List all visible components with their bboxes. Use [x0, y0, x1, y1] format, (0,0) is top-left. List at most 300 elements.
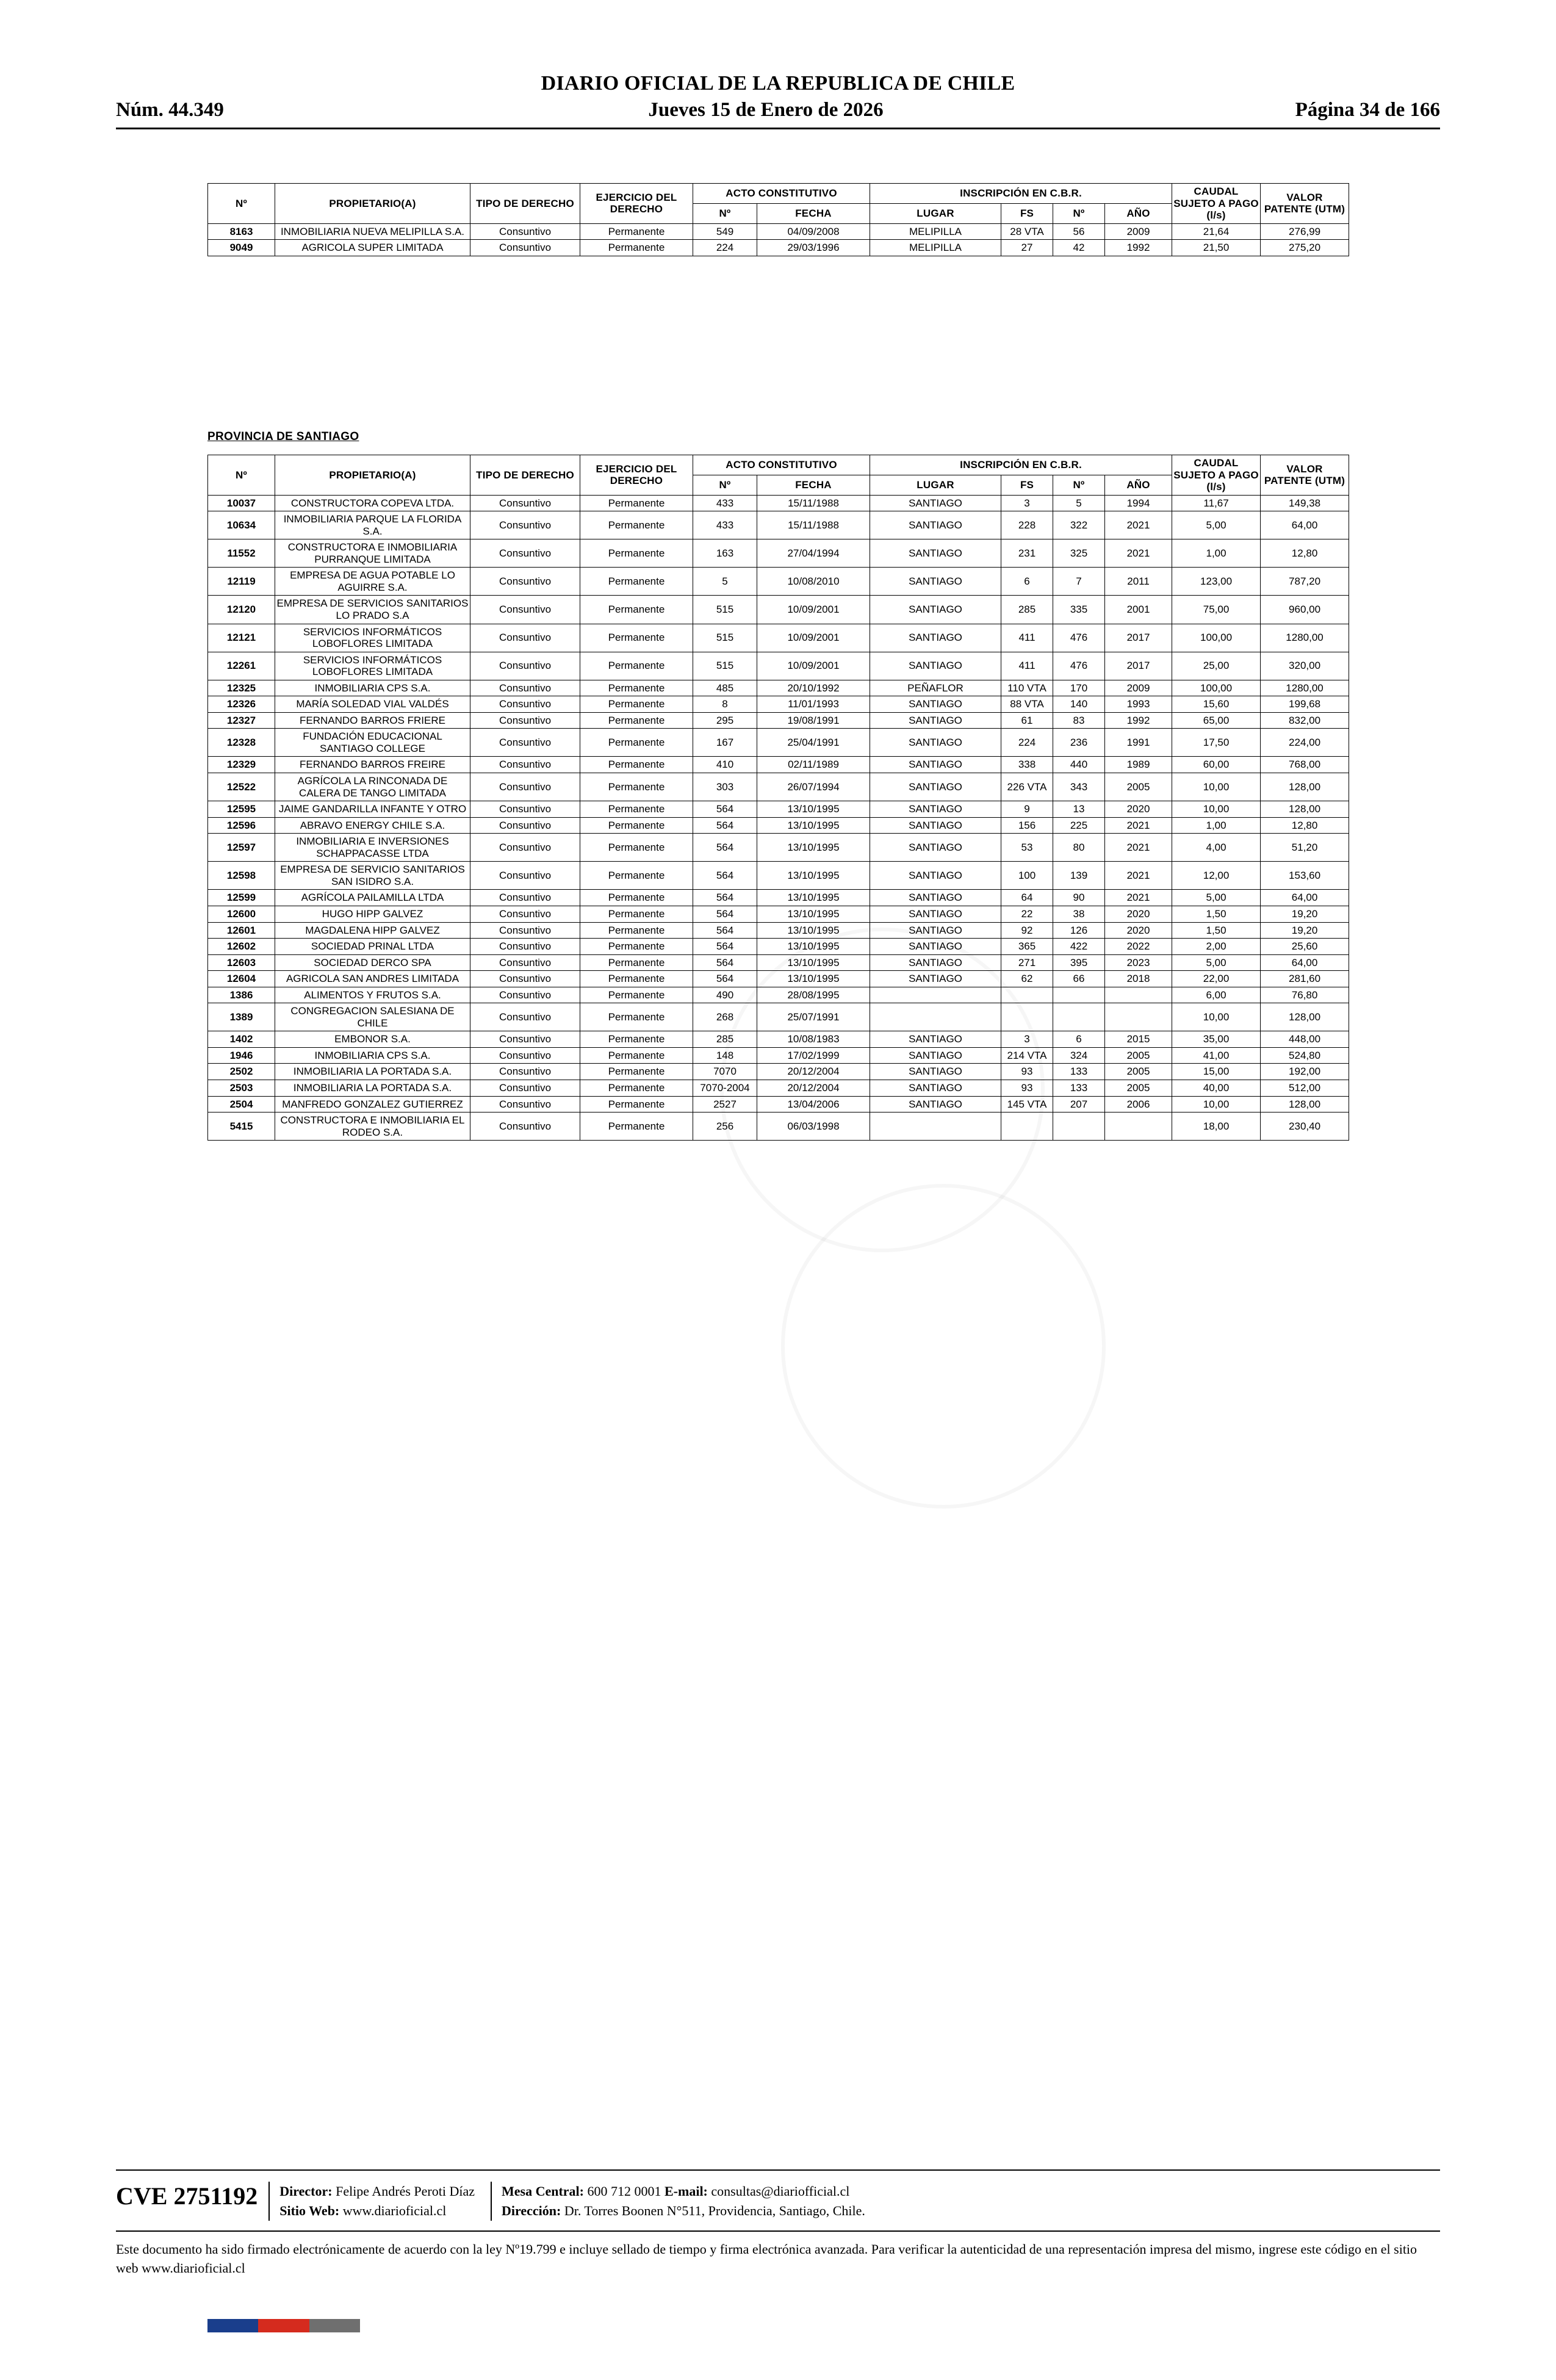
row-inscripcion-numero: 5 — [1053, 495, 1105, 511]
row-lugar: SANTIAGO — [870, 652, 1001, 680]
row-ano: 2005 — [1105, 1064, 1172, 1080]
table-row — [208, 1080, 1349, 1096]
row-numero: 12326 — [208, 696, 275, 713]
row-lugar — [870, 987, 1001, 1003]
table-row — [208, 1031, 1349, 1048]
row-valor-patente: 25,60 — [1261, 939, 1349, 955]
row-lugar: SANTIAGO — [870, 495, 1001, 511]
row-inscripcion-numero — [1053, 1003, 1105, 1031]
row-acto-numero: 163 — [693, 539, 757, 568]
row-propietario: AGRÍCOLA LA RINCONADA DE CALERA DE TANGO LIMITADA — [275, 773, 470, 801]
table-melipilla-wrapper — [207, 183, 1349, 256]
row-propietario: EMPRESA DE AGUA POTABLE LO AGUIRRE S.A. — [275, 568, 470, 596]
row-ejercicio-derecho: Permanente — [580, 1047, 693, 1064]
row-caudal: 1,50 — [1172, 922, 1261, 939]
row-valor-patente: 1280,00 — [1261, 680, 1349, 696]
row-tipo-derecho: Consuntivo — [470, 680, 580, 696]
row-propietario: INMOBILIARIA PARQUE LA FLORIDA S.A. — [275, 511, 470, 539]
row-ejercicio-derecho: Permanente — [580, 624, 693, 652]
flag-blue-band — [207, 2319, 258, 2332]
row-propietario: SERVICIOS INFORMÁTICOS LOBOFLORES LIMITADA — [275, 624, 470, 652]
row-numero: 12119 — [208, 568, 275, 596]
row-inscripcion-numero: 236 — [1053, 729, 1105, 757]
row-ano: 2006 — [1105, 1096, 1172, 1112]
row-valor-patente: 51,20 — [1261, 834, 1349, 862]
row-numero: 12597 — [208, 834, 275, 862]
row-ano: 2005 — [1105, 773, 1172, 801]
row-ejercicio-derecho: Permanente — [580, 922, 693, 939]
row-ano: 2021 — [1105, 817, 1172, 834]
row-fs: 100 — [1001, 862, 1053, 890]
row-tipo-derecho: Consuntivo — [470, 729, 580, 757]
row-fecha: 25/07/1991 — [757, 1003, 870, 1031]
row-ejercicio-derecho: Permanente — [580, 729, 693, 757]
row-valor-patente: 76,80 — [1261, 987, 1349, 1003]
row-fecha: 13/10/1995 — [757, 906, 870, 922]
row-fecha: 15/11/1988 — [757, 511, 870, 539]
row-ejercicio-derecho: Permanente — [580, 862, 693, 890]
row-fecha: 10/08/2010 — [757, 568, 870, 596]
row-caudal: 2,00 — [1172, 939, 1261, 955]
row-fs: 231 — [1001, 539, 1053, 568]
row-fs: 224 — [1001, 729, 1053, 757]
row-ano — [1105, 1112, 1172, 1141]
row-caudal: 15,60 — [1172, 696, 1261, 713]
row-tipo-derecho: Consuntivo — [470, 1096, 580, 1112]
row-fecha: 17/02/1999 — [757, 1047, 870, 1064]
table-row — [208, 223, 1349, 240]
row-acto-numero: 303 — [693, 773, 757, 801]
row-ejercicio-derecho: Permanente — [580, 906, 693, 922]
row-ano: 2011 — [1105, 568, 1172, 596]
row-ano: 2023 — [1105, 954, 1172, 971]
row-ejercicio-derecho: Permanente — [580, 539, 693, 568]
row-ejercicio-derecho: Permanente — [580, 817, 693, 834]
row-ano: 1989 — [1105, 757, 1172, 773]
row-ano: 1991 — [1105, 729, 1172, 757]
row-valor-patente: 128,00 — [1261, 1003, 1349, 1031]
row-valor-patente: 787,20 — [1261, 568, 1349, 596]
email-value[interactable]: consultas@diariofficial.cl — [711, 2183, 850, 2199]
row-valor-patente: 12,80 — [1261, 539, 1349, 568]
row-inscripcion-numero: 66 — [1053, 971, 1105, 987]
row-valor-patente: 281,60 — [1261, 971, 1349, 987]
row-ano: 2021 — [1105, 539, 1172, 568]
row-inscripcion-numero: 322 — [1053, 511, 1105, 539]
row-numero: 2504 — [208, 1096, 275, 1112]
row-valor-patente: 960,00 — [1261, 596, 1349, 624]
row-fs: 53 — [1001, 834, 1053, 862]
row-acto-numero: 564 — [693, 939, 757, 955]
table-santiago-wrapper — [207, 455, 1349, 1141]
row-propietario: EMPRESA DE SERVICIOS SANITARIOS LO PRADO S.A — [275, 596, 470, 624]
row-valor-patente: 192,00 — [1261, 1064, 1349, 1080]
row-lugar: SANTIAGO — [870, 801, 1001, 818]
table-santiago-body — [208, 495, 1349, 1141]
row-valor-patente: 276,99 — [1261, 223, 1349, 240]
row-propietario: MARÍA SOLEDAD VIAL VALDÉS — [275, 696, 470, 713]
row-numero: 12595 — [208, 801, 275, 818]
table-header-row-top — [208, 455, 1349, 475]
row-inscripcion-numero: 13 — [1053, 801, 1105, 818]
row-numero: 12604 — [208, 971, 275, 987]
row-tipo-derecho: Consuntivo — [470, 862, 580, 890]
row-numero: 12327 — [208, 712, 275, 729]
table-row — [208, 1096, 1349, 1112]
row-inscripcion-numero: 90 — [1053, 890, 1105, 906]
row-inscripcion-numero: 207 — [1053, 1096, 1105, 1112]
row-propietario: FERNANDO BARROS FREIRE — [275, 757, 470, 773]
row-inscripcion-numero: 476 — [1053, 652, 1105, 680]
row-caudal: 10,00 — [1172, 801, 1261, 818]
row-lugar — [870, 1003, 1001, 1031]
row-propietario: FUNDACIÓN EDUCACIONAL SANTIAGO COLLEGE — [275, 729, 470, 757]
row-fs: 3 — [1001, 1031, 1053, 1048]
row-fs: 88 VTA — [1001, 696, 1053, 713]
row-caudal: 65,00 — [1172, 712, 1261, 729]
mesa-central-value: 600 712 0001 — [587, 2183, 661, 2199]
row-fs: 411 — [1001, 652, 1053, 680]
row-fecha: 13/10/1995 — [757, 939, 870, 955]
flag-gray-band — [309, 2319, 360, 2332]
row-lugar: SANTIAGO — [870, 1064, 1001, 1080]
th-acto-numero: Nº — [693, 475, 757, 495]
chile-flag-bar — [207, 2319, 360, 2332]
row-fecha: 04/09/2008 — [757, 223, 870, 240]
row-valor-patente: 12,80 — [1261, 817, 1349, 834]
row-valor-patente: 524,80 — [1261, 1047, 1349, 1064]
row-ano: 2021 — [1105, 511, 1172, 539]
row-inscripcion-numero — [1053, 987, 1105, 1003]
row-valor-patente: 128,00 — [1261, 801, 1349, 818]
th-numero: Nº — [208, 184, 275, 224]
row-ejercicio-derecho: Permanente — [580, 1112, 693, 1141]
row-numero: 10634 — [208, 511, 275, 539]
row-caudal: 4,00 — [1172, 834, 1261, 862]
row-fs: 27 — [1001, 240, 1053, 256]
row-caudal: 100,00 — [1172, 680, 1261, 696]
row-inscripcion-numero: 42 — [1053, 240, 1105, 256]
row-fs — [1001, 1003, 1053, 1031]
row-numero: 2503 — [208, 1080, 275, 1096]
row-caudal: 40,00 — [1172, 1080, 1261, 1096]
row-ejercicio-derecho: Permanente — [580, 511, 693, 539]
table-row — [208, 696, 1349, 713]
row-fs: 92 — [1001, 922, 1053, 939]
legal-notice: Este documento ha sido firmado electrónicamente de acuerdo con la ley Nº19.799 e incluye sellado de tiempo y firma electrónica avanzada. Para verificar la autenticidad de una representación impresa del mismo, ingrese este código en el sitio web www.diarioficial.cl — [116, 2241, 1417, 2276]
table-row — [208, 511, 1349, 539]
row-fs: 214 VTA — [1001, 1047, 1053, 1064]
row-lugar: SANTIAGO — [870, 511, 1001, 539]
table-row — [208, 834, 1349, 862]
row-numero: 8163 — [208, 223, 275, 240]
row-propietario: INMOBILIARIA E INVERSIONES SCHAPPACASSE LTDA — [275, 834, 470, 862]
row-propietario: INMOBILIARIA LA PORTADA S.A. — [275, 1080, 470, 1096]
th-acto-constitutivo: ACTO CONSTITUTIVO — [693, 455, 870, 475]
row-ano: 2020 — [1105, 922, 1172, 939]
director-value: Felipe Andrés Peroti Díaz — [336, 2183, 475, 2199]
row-acto-numero: 410 — [693, 757, 757, 773]
row-tipo-derecho: Consuntivo — [470, 890, 580, 906]
table-melipilla — [207, 183, 1349, 256]
row-caudal: 11,67 — [1172, 495, 1261, 511]
row-numero: 12602 — [208, 939, 275, 955]
row-lugar: SANTIAGO — [870, 1047, 1001, 1064]
row-tipo-derecho: Consuntivo — [470, 539, 580, 568]
row-ano: 2009 — [1105, 680, 1172, 696]
row-acto-numero: 564 — [693, 954, 757, 971]
row-valor-patente: 275,20 — [1261, 240, 1349, 256]
th-propietario: PROPIETARIO(A) — [275, 455, 470, 496]
row-lugar: SANTIAGO — [870, 757, 1001, 773]
row-inscripcion-numero: 476 — [1053, 624, 1105, 652]
row-caudal: 60,00 — [1172, 757, 1261, 773]
row-tipo-derecho: Consuntivo — [470, 987, 580, 1003]
row-fecha: 29/03/1996 — [757, 240, 870, 256]
row-caudal: 1,00 — [1172, 817, 1261, 834]
row-fecha: 27/04/1994 — [757, 539, 870, 568]
row-numero: 12598 — [208, 862, 275, 890]
row-tipo-derecho: Consuntivo — [470, 495, 580, 511]
row-fs: 64 — [1001, 890, 1053, 906]
row-acto-numero: 256 — [693, 1112, 757, 1141]
row-ejercicio-derecho: Permanente — [580, 987, 693, 1003]
th-ejercicio-derecho: EJERCICIO DEL DERECHO — [580, 184, 693, 224]
cve-code: CVE 2751192 — [116, 2182, 258, 2210]
row-fs: 61 — [1001, 712, 1053, 729]
flag-red-band — [258, 2319, 309, 2332]
row-lugar: SANTIAGO — [870, 773, 1001, 801]
row-caudal: 75,00 — [1172, 596, 1261, 624]
row-inscripcion-numero: 7 — [1053, 568, 1105, 596]
th-numero: Nº — [208, 455, 275, 496]
row-numero: 12328 — [208, 729, 275, 757]
row-fs: 93 — [1001, 1080, 1053, 1096]
row-ejercicio-derecho: Permanente — [580, 1003, 693, 1031]
table-row — [208, 568, 1349, 596]
row-fs — [1001, 987, 1053, 1003]
row-tipo-derecho: Consuntivo — [470, 801, 580, 818]
row-lugar: SANTIAGO — [870, 939, 1001, 955]
row-inscripcion-numero: 83 — [1053, 712, 1105, 729]
row-lugar: MELIPILLA — [870, 240, 1001, 256]
row-numero: 12599 — [208, 890, 275, 906]
row-numero: 12329 — [208, 757, 275, 773]
row-valor-patente: 19,20 — [1261, 906, 1349, 922]
row-lugar: SANTIAGO — [870, 890, 1001, 906]
table-row — [208, 971, 1349, 987]
row-fecha: 13/10/1995 — [757, 834, 870, 862]
row-fs: 228 — [1001, 511, 1053, 539]
row-tipo-derecho: Consuntivo — [470, 596, 580, 624]
row-ano: 2022 — [1105, 939, 1172, 955]
row-numero: 12596 — [208, 817, 275, 834]
row-inscripcion-numero: 225 — [1053, 817, 1105, 834]
row-acto-numero: 564 — [693, 971, 757, 987]
row-lugar: SANTIAGO — [870, 539, 1001, 568]
row-tipo-derecho: Consuntivo — [470, 773, 580, 801]
row-propietario: MAGDALENA HIPP GALVEZ — [275, 922, 470, 939]
row-fecha: 10/09/2001 — [757, 624, 870, 652]
row-propietario: JAIME GANDARILLA INFANTE Y OTRO — [275, 801, 470, 818]
row-inscripcion-numero: 343 — [1053, 773, 1105, 801]
row-fs: 62 — [1001, 971, 1053, 987]
th-ejercicio-derecho: EJERCICIO DEL DERECHO — [580, 455, 693, 496]
row-valor-patente: 832,00 — [1261, 712, 1349, 729]
row-caudal: 25,00 — [1172, 652, 1261, 680]
row-fecha: 15/11/1988 — [757, 495, 870, 511]
issue-date: Jueves 15 de Enero de 2026 — [648, 99, 884, 121]
row-tipo-derecho: Consuntivo — [470, 652, 580, 680]
row-tipo-derecho: Consuntivo — [470, 971, 580, 987]
th-fs: FS — [1001, 475, 1053, 495]
footer-divider-bottom — [116, 2230, 1440, 2232]
row-fs: 156 — [1001, 817, 1053, 834]
row-acto-numero: 564 — [693, 817, 757, 834]
th-propietario: PROPIETARIO(A) — [275, 184, 470, 224]
row-acto-numero: 485 — [693, 680, 757, 696]
row-valor-patente: 64,00 — [1261, 890, 1349, 906]
row-acto-numero: 515 — [693, 652, 757, 680]
publication-title: DIARIO OFICIAL DE LA REPUBLICA DE CHILE — [541, 72, 1015, 95]
table-santiago — [207, 455, 1349, 1141]
row-caudal: 5,00 — [1172, 954, 1261, 971]
row-fs: 22 — [1001, 906, 1053, 922]
row-fecha: 13/10/1995 — [757, 954, 870, 971]
row-caudal: 41,00 — [1172, 1047, 1261, 1064]
row-fecha: 13/10/1995 — [757, 890, 870, 906]
row-inscripcion-numero: 133 — [1053, 1064, 1105, 1080]
row-inscripcion-numero: 133 — [1053, 1080, 1105, 1096]
th-valor-patente: VALOR PATENTE (UTM) — [1261, 455, 1349, 496]
row-caudal: 10,00 — [1172, 1003, 1261, 1031]
row-lugar: SANTIAGO — [870, 624, 1001, 652]
row-valor-patente: 128,00 — [1261, 1096, 1349, 1112]
row-tipo-derecho: Consuntivo — [470, 511, 580, 539]
row-acto-numero: 490 — [693, 987, 757, 1003]
row-tipo-derecho: Consuntivo — [470, 922, 580, 939]
row-valor-patente: 230,40 — [1261, 1112, 1349, 1141]
website-value[interactable]: www.diarioficial.cl — [342, 2202, 447, 2218]
row-fecha: 13/04/2006 — [757, 1096, 870, 1112]
row-acto-numero: 8 — [693, 696, 757, 713]
row-acto-numero: 2527 — [693, 1096, 757, 1112]
row-ano — [1105, 1003, 1172, 1031]
director-label: Director: — [279, 2183, 333, 2199]
row-fecha: 10/08/1983 — [757, 1031, 870, 1048]
row-caudal: 10,00 — [1172, 773, 1261, 801]
row-fs: 110 VTA — [1001, 680, 1053, 696]
row-tipo-derecho: Consuntivo — [470, 1112, 580, 1141]
row-propietario: SERVICIOS INFORMÁTICOS LOBOFLORES LIMITADA — [275, 652, 470, 680]
row-lugar: SANTIAGO — [870, 862, 1001, 890]
th-inscripcion-cbr: INSCRIPCIÓN EN C.B.R. — [870, 455, 1172, 475]
row-inscripcion-numero: 139 — [1053, 862, 1105, 890]
row-caudal: 21,64 — [1172, 223, 1261, 240]
row-lugar: SANTIAGO — [870, 696, 1001, 713]
table-row — [208, 922, 1349, 939]
row-fecha: 20/12/2004 — [757, 1080, 870, 1096]
row-tipo-derecho: Consuntivo — [470, 1047, 580, 1064]
th-acto-numero: Nº — [693, 203, 757, 223]
row-propietario: INMOBILIARIA CPS S.A. — [275, 1047, 470, 1064]
watermark-decoration — [781, 1184, 1106, 1509]
row-valor-patente: 149,38 — [1261, 495, 1349, 511]
table-row — [208, 624, 1349, 652]
row-lugar: SANTIAGO — [870, 1096, 1001, 1112]
row-acto-numero: 549 — [693, 223, 757, 240]
row-acto-numero: 167 — [693, 729, 757, 757]
th-caudal: CAUDAL SUJETO A PAGO (l/s) — [1172, 184, 1261, 224]
row-tipo-derecho: Consuntivo — [470, 1080, 580, 1096]
row-fs: 285 — [1001, 596, 1053, 624]
row-valor-patente: 320,00 — [1261, 652, 1349, 680]
page-footer — [116, 2169, 1440, 2277]
th-fs: FS — [1001, 203, 1053, 223]
row-caudal: 18,00 — [1172, 1112, 1261, 1141]
table-row — [208, 1064, 1349, 1080]
website-label: Sitio Web: — [279, 2202, 340, 2218]
table-row — [208, 240, 1349, 256]
row-numero: 12120 — [208, 596, 275, 624]
table-row — [208, 495, 1349, 511]
row-lugar: MELIPILLA — [870, 223, 1001, 240]
row-fs: 6 — [1001, 568, 1053, 596]
row-ano: 2020 — [1105, 801, 1172, 818]
row-numero: 1389 — [208, 1003, 275, 1031]
row-propietario: ABRAVO ENERGY CHILE S.A. — [275, 817, 470, 834]
row-caudal: 1,50 — [1172, 906, 1261, 922]
row-numero: 11552 — [208, 539, 275, 568]
row-inscripcion-numero: 56 — [1053, 223, 1105, 240]
row-fs: 271 — [1001, 954, 1053, 971]
row-inscripcion-numero: 440 — [1053, 757, 1105, 773]
row-ano: 2021 — [1105, 862, 1172, 890]
table-row — [208, 890, 1349, 906]
row-ano: 2009 — [1105, 223, 1172, 240]
row-propietario: SOCIEDAD PRINAL LTDA — [275, 939, 470, 955]
row-acto-numero: 285 — [693, 1031, 757, 1048]
row-propietario: INMOBILIARIA NUEVA MELIPILLA S.A. — [275, 223, 470, 240]
row-caudal: 15,00 — [1172, 1064, 1261, 1080]
row-ejercicio-derecho: Permanente — [580, 773, 693, 801]
row-acto-numero: 515 — [693, 596, 757, 624]
row-fs: 338 — [1001, 757, 1053, 773]
row-valor-patente: 768,00 — [1261, 757, 1349, 773]
table-melipilla-body — [208, 223, 1349, 256]
row-ejercicio-derecho: Permanente — [580, 939, 693, 955]
table-header-row-top — [208, 184, 1349, 204]
row-inscripcion-numero: 395 — [1053, 954, 1105, 971]
row-numero: 12601 — [208, 922, 275, 939]
row-fs: 411 — [1001, 624, 1053, 652]
th-inscripcion-cbr: INSCRIPCIÓN EN C.B.R. — [870, 184, 1172, 204]
page-number: Página 34 de 166 — [1295, 99, 1440, 121]
row-lugar — [870, 1112, 1001, 1141]
th-lugar: LUGAR — [870, 475, 1001, 495]
row-fecha: 20/10/1992 — [757, 680, 870, 696]
row-acto-numero: 564 — [693, 922, 757, 939]
row-ano: 2018 — [1105, 971, 1172, 987]
row-ejercicio-derecho: Permanente — [580, 680, 693, 696]
row-numero: 10037 — [208, 495, 275, 511]
row-ejercicio-derecho: Permanente — [580, 1064, 693, 1080]
row-lugar: SANTIAGO — [870, 1031, 1001, 1048]
row-numero: 12325 — [208, 680, 275, 696]
direccion-label: Dirección: — [501, 2202, 561, 2218]
row-ejercicio-derecho: Permanente — [580, 652, 693, 680]
row-fecha: 13/10/1995 — [757, 922, 870, 939]
